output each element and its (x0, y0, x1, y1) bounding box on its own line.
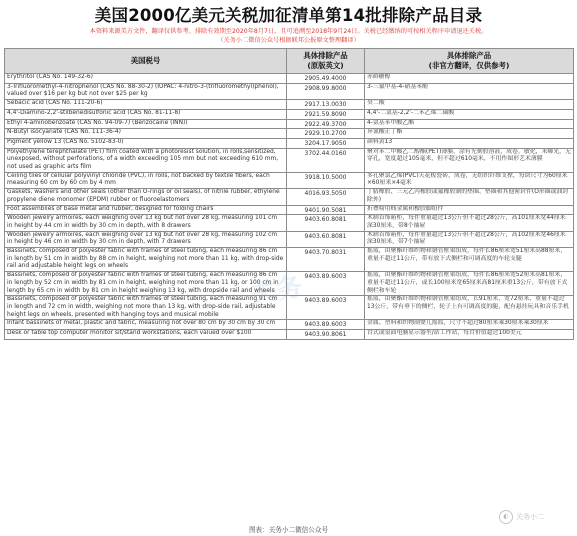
header-product-en (287, 49, 365, 74)
exclusion-table (4, 48, 574, 340)
product-cn-cell: 丁腈橡胶、三元乙丙橡胶或氟橡胶制的垫圈、垫圈和其他密封件(O形圈或油封除外) (365, 189, 574, 205)
product-cn-cell: 4-氨基苯甲酸乙酯 (365, 119, 574, 129)
product-cn-cell: 赤藓糖醇 (365, 74, 574, 84)
footer-credit: 图表：关务小二微信公众号 (248, 526, 329, 534)
product-cn-cell: 摇篮，由聚酯纤维织物和钢管框架组成，每件长86厘米宽51厘米高88厘米，重量不超过11公斤，带有放下式侧栏和可调高度的车轮支腿 (365, 248, 574, 272)
header-product-cn-line2: (非官方翻译，仅供参考) (428, 61, 510, 70)
corner-watermark (499, 510, 563, 524)
hts-code-cell: 2917.13.0030 (287, 100, 365, 110)
hts-code-cell: 2922.49.3700 (287, 119, 365, 129)
corner-watermark-text: 关务小二 (516, 513, 544, 521)
header-product-cn-line1: 具体排除产品 (446, 51, 492, 60)
product-cn-cell: 多孔聚氯乙烯(PVC)天花板瓷砖，成卷，无纺织纤维支撑，每块尺寸为60厘米×60厘米×4毫米 (365, 172, 574, 188)
header-hts-code: 美国税号 (5, 49, 287, 74)
translation-note: （关务小二微信公众号根据联邦公报原文整理翻译） (217, 37, 360, 44)
table-row (5, 189, 574, 205)
product-en-cell: Foot assemblies of base metal and rubber, designed for folding chairs (5, 205, 287, 215)
table-header-row (5, 49, 574, 74)
table-row (5, 215, 574, 231)
source-note: 本资料来源美方文件，翻译仅供参考。排除有效期至2020年8月7日，且可追溯至2018年9月24日。关税已经缴纳的可按相关程序申请退还关税。 (89, 28, 488, 35)
hts-code-cell: 9403.60.8081 (287, 231, 365, 247)
product-en-cell: Bassinets, composed of polyester fabric with frames of steel tubing, each measuring 86 cm in length by 51 cm in width by 88 cm in height, weighing not more than 11 kg, with drop-side rail and adjustable height legs on wheels (5, 248, 287, 272)
table-row (5, 248, 574, 272)
product-cn-cell: 癸二酸 (365, 100, 574, 110)
hts-code-cell: 3204.17.9050 (287, 138, 365, 148)
product-en-cell: Polyethylene terephthalate (PET) film coated with a photoresist solution, in rolls,sensitized, unexposed, without perforations, of a width exceeding 105 mm but not exceeding 610 mm, not used as graphic arts film (5, 148, 287, 172)
product-cn-cell: 金属、塑料和织物制婴儿摇篮，尺寸不超过80厘米乘30厘米乘30厘米 (365, 320, 574, 330)
table-row (5, 148, 574, 172)
hts-code-cell: 9403.89.6003 (287, 296, 365, 320)
product-cn-cell: 异氰酸正丁酯 (365, 129, 574, 139)
table-row (5, 74, 574, 84)
table-row (5, 330, 574, 340)
table-row (5, 83, 574, 99)
center-watermark: 关务 (248, 272, 305, 310)
product-cn-cell: 4,4'-二氨基-2,2'-二苯乙烯二磺酸 (365, 109, 574, 119)
table-row (5, 172, 574, 188)
hts-code-cell: 2921.59.8090 (287, 109, 365, 119)
table-row (5, 109, 574, 119)
table-row (5, 320, 574, 330)
product-en-cell: Wooden jewelry armoires, each weighing over 13 kg but not over 28 kg, measuring 101 cm in height by 44 cm in width by 30 cm in depth, with 8 drawers (5, 215, 287, 231)
hts-code-cell: 9403.60.8081 (287, 215, 365, 231)
table-row (5, 129, 574, 139)
product-en-cell: Erythritol (CAS No. 149-32-6) (5, 74, 287, 84)
hts-code-cell: 2905.49.4000 (287, 74, 365, 84)
product-en-cell: Ceiling tiles of cellular polyvinyl chloride (PVC), in rolls, not backed by textile fibers, each measuring 60 cm by 60 cm by 4 mm (5, 172, 287, 188)
product-cn-cell: 摇篮，由聚酯纤维织物和钢管框架组成，长91厘米，宽72厘米，重量不超过13公斤，带有垂下的侧栏，轮子上有可调高度的腿，配有悬挂玩具和音乐手机 (365, 296, 574, 320)
product-cn-cell: 台式或桌面电脑显示器坐/站工作站，每台价值超过100美元 (365, 330, 574, 340)
hts-code-cell: 3918.10.5000 (287, 172, 365, 188)
table-row (5, 205, 574, 215)
product-cn-cell: 木制首饰箱柜，每件重量超过13公斤但不超过28公斤，高101厘米宽44厘米深30厘米，带8个抽屉 (365, 215, 574, 231)
product-cn-cell: 木制首饰箱柜，每件重量超过13公斤但不超过28公斤，高102厘米宽46厘米深30厘米，带7个抽屉 (365, 231, 574, 247)
product-cn-cell: 3-三氟甲基-4-硝基苯酚 (365, 83, 574, 99)
product-en-cell: Sebacic acid (CAS No. 111-20-6) (5, 100, 287, 110)
table-row (5, 119, 574, 129)
product-en-cell: Gaskets, washers and other seals (other than O-rings or oil seals), of nitrile rubber, ethylene propylene diene monomer (EPDM) rubber or fluoroelastomers (5, 189, 287, 205)
product-en-cell: Wooden jewelry armoires, each weighing over 13 kg but not over 28 kg, measuring 102 cm in height by 46 cm in width by 30 cm in depth, with 7 drawers (5, 231, 287, 247)
hts-code-cell: 3702.44.0160 (287, 148, 365, 172)
hts-code-cell: 9403.70.8031 (287, 248, 365, 272)
table-row (5, 138, 574, 148)
hts-code-cell: 2908.99.8000 (287, 83, 365, 99)
wechat-logo-icon: ◐ (499, 510, 513, 524)
product-en-cell: N-Butyl isocyanate (CAS No. 111-36-4) (5, 129, 287, 139)
product-en-cell: Bassinets, composed of polyester fabric with frames of steel tubing, each measuring 86 cm in length by 52 cm in width by 81 cm in height, weighing not more than 11 kg, or 100 cm in length by 65 cm in width by 81 cm in height weighing 13 kg, with dropside rail and wheels (5, 272, 287, 296)
header-product-en-line2: (原版英文) (307, 61, 344, 70)
header-product-cn (365, 49, 574, 74)
product-cn-cell: 聚对苯二甲酸乙二醇酯(PET)薄膜，涂有光刻胶溶液，成卷，敏化，未曝光，无穿孔，宽度超过105毫米，但不超过610毫米，不用作图形艺术薄膜 (365, 148, 574, 172)
product-en-cell: Infant bassinets of metal, plastic and fabric, measuring not over 80 cm by 30 cm by 30 cm (5, 320, 287, 330)
product-cn-cell: 摇篮，由聚酯纤维织物和钢管框架组成，每件长86厘米宽52厘米高81厘米，重量不超过11公斤，或长100厘米宽65厘米高81厘米重13公斤，带有放下式侧栏和车轮 (365, 272, 574, 296)
hts-code-cell: 9403.90.8061 (287, 330, 365, 340)
header-product-en-line1: 具体排除产品 (303, 51, 348, 60)
product-en-cell: Ethyl 4-aminobenzoate (CAS No. 94-09-7) (Benzocaine (INN)) (5, 119, 287, 129)
product-en-cell: 3-Trifluoromethyl-4-nitrophenol (CAS No. 88-30-2) (IUPAC: 4-nitro-3-(trifluoromethyl)phenol), valued over $16 per kg but not over $25 per kg (5, 83, 287, 99)
product-en-cell: 4,4'-Diamino-2,2'-stilbenedisulfonic acid (CAS No. 81-11-8) (5, 109, 287, 119)
product-en-cell: Bassinets, composed of polyester fabric with frames of steel tubing, each measuring 91 cm in length and 72 cm in width, weighing not more than 13 kg, with drop-side rail, adjustable height legs on wheels, presented with hanging toys and musical mobile (5, 296, 287, 320)
table-row (5, 100, 574, 110)
table-row (5, 296, 574, 320)
product-en-cell: Desk or table top computer monitor sit/stand workstations, each valued over $100 (5, 330, 287, 340)
table-row (5, 231, 574, 247)
hts-code-cell: 9403.89.6003 (287, 272, 365, 296)
hts-code-cell: 9403.89.6003 (287, 320, 365, 330)
hts-code-cell: 9401.90.5081 (287, 205, 365, 215)
product-cn-cell: 折叠椅用贱金属和橡胶脚组件 (365, 205, 574, 215)
table-body (5, 74, 574, 340)
product-cn-cell: 颜料黄13 (365, 138, 574, 148)
product-en-cell: Pigment yellow 13 (CAS No. 5102-83-0) (5, 138, 287, 148)
page-title: 美国2000亿美元关税加征清单第14批排除产品目录 (94, 6, 483, 25)
hts-code-cell: 4016.93.5050 (287, 189, 365, 205)
table-row (5, 272, 574, 296)
hts-code-cell: 2929.10.2700 (287, 129, 365, 139)
